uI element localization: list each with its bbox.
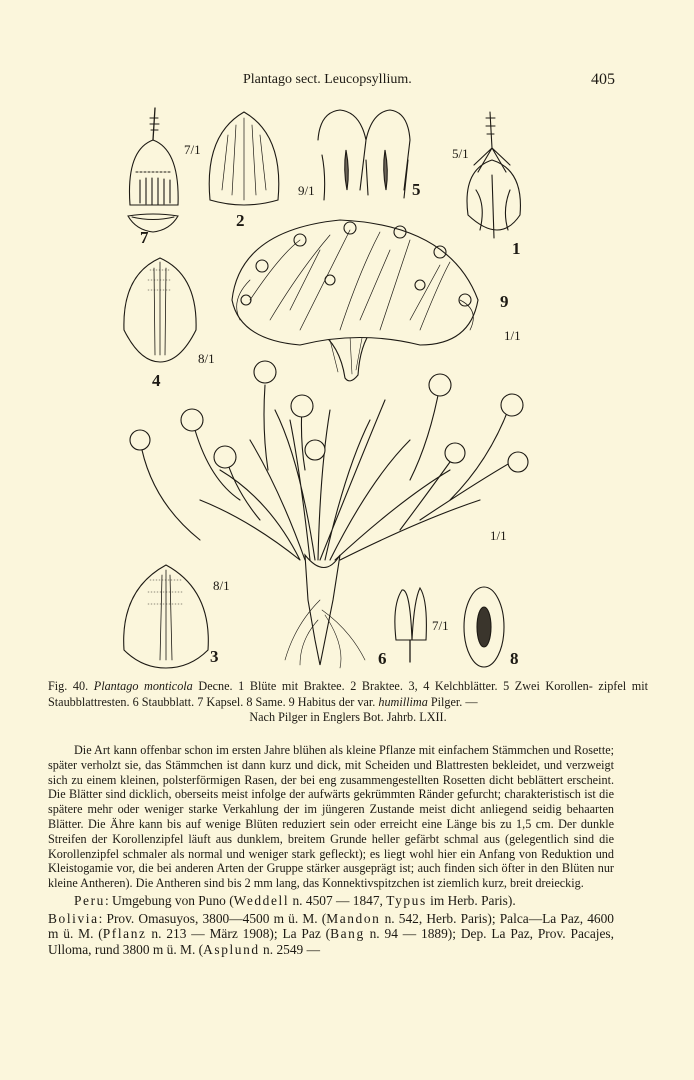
caption-line1: Decne. 1 Blüte mit Braktee. 2 Braktee. 3, 4 Kelchblätter. 5 Zwei Korollen-	[198, 679, 593, 693]
page-number: 405	[591, 71, 615, 88]
country-bolivia: Bolivia	[48, 910, 99, 926]
fig-scale-5-1: 5/1	[452, 146, 469, 161]
fig-label-6: 6	[378, 649, 387, 668]
collector-mandon: Mandon	[326, 910, 381, 926]
caption-line2: zipfel mit Staubblattresten. 6 Staubblatt. 7 Kapsel. 8 Same. 9 Habitus der var.	[48, 679, 649, 709]
fig-label-1: 1	[512, 239, 521, 258]
country-peru: Peru	[74, 892, 105, 908]
fig-label-2: 2	[236, 211, 245, 230]
caption-source: Nach Pilger in Englers Bot. Jahrb. LXII.	[249, 710, 447, 724]
fig-scale-7-1-b: 7/1	[432, 618, 449, 633]
collector-asplund: Asplund	[203, 941, 260, 957]
bolivia-text-d: n. 94 — 1889); Dep. La Paz, Prov. Pacajes, Ulloma, rund 3800 m ü. M. (	[48, 926, 614, 957]
fig-bract	[209, 112, 279, 230]
caption-line2-end: Pilger. —	[430, 694, 478, 709]
fig-label-7: 7	[140, 228, 149, 247]
fig-label-3: 3	[210, 647, 219, 666]
fig-calyx-lobe-4	[124, 258, 215, 390]
collector-bang: Bang	[330, 926, 365, 942]
fig-label-4: 4	[152, 371, 161, 390]
fig-scale-1-1-main: 1/1	[490, 528, 507, 543]
typus-label: Typus	[386, 892, 427, 908]
fig-flower	[452, 112, 521, 258]
fig-label-9: 9	[500, 292, 509, 311]
fig-scale-9-1: 9/1	[298, 183, 315, 198]
fig-scale-1-1: 1/1	[504, 328, 521, 343]
fig-scale-8-1: 8/1	[198, 351, 215, 366]
fig-label-8: 8	[510, 649, 519, 668]
body-text	[48, 743, 614, 957]
bolivia-text-c: n. 213 — März 1908); La Paz (	[146, 926, 331, 942]
collector-pflanz: Pflanz	[102, 926, 147, 942]
bolivia-text-e: n. 2549 —	[259, 941, 320, 957]
fig-calyx-lobe-3	[124, 565, 230, 668]
peru-text-c: im Herb. Paris).	[426, 892, 516, 908]
fig-capsule	[128, 108, 201, 247]
botanical-plate	[0, 95, 694, 675]
fig-cushion-habit	[232, 220, 521, 381]
fig-stamen	[378, 588, 449, 668]
peru-text-a: : Umgebung von Puno (	[104, 892, 234, 908]
caption-species: Plantago monticola	[93, 679, 193, 693]
bolivia-text-b: n. 542, Herb. Paris); Palca—La Paz, 4600 m ü. M. (	[48, 910, 614, 942]
locality-peru	[48, 893, 614, 909]
fig-label-5: 5	[412, 180, 421, 199]
fig-scale-7-1: 7/1	[184, 142, 201, 157]
figure-caption	[48, 679, 648, 726]
fig-seed	[464, 587, 519, 668]
running-title: Plantago sect. Leucopsyllium.	[243, 72, 412, 87]
caption-var: humillima	[378, 694, 428, 709]
collector-weddell: Weddell	[233, 892, 290, 908]
description-paragraph: Die Art kann offenbar schon im ersten Jahre blühen als kleine Pflanze mit einfachem Stämmchen und Rosette; später verholzt sie, das Stämmchen ist dann kurz und dick, mit Scheiden und Blattresten bekleidet, und verzweigt sich zu einem kleinen, polsterförmigen Rasen, der bei eng zusammengestellten Rosetten dicht beblättert erscheint. Die Blätter sind dicklich, oberseits meist infolge der aufwärts gekrümmten Ränder gefurcht; charakteristisch ist die spätere mehr oder weniger starke Verkahlung der im jüngeren Zustande meist dicht anliegend seidig behaarten Blätter. Die Ähre kann bis auf wenige Blüten reduziert sein oder erreicht eine Länge bis zu 1,5 cm. Der dunkle Streifen der Korollenzipfel läuft aus dunklem, breitem Grunde heller gefärbt schmal aus (gelegentlich sind die Korollenzipfel schmaler als normal und weniger stark gefleckt); es liegt wohl hier ein Anfang von Reduktion und Kleistogamie vor, die bei anderen Arten der Gruppe stärker ausgeprägt ist; auch finden sich öfter in den Blüten nur kleine Antheren). Die Antheren sind bis 2 mm lang, das Konnektivspitzchen ist ziemlich kurz, breit dreieckig.	[48, 743, 614, 891]
bolivia-text-a: : Prov. Omasuyos, 3800—4500 m ü. M. (	[98, 910, 327, 926]
caption-fig: Fig. 40.	[48, 679, 89, 693]
peru-text-b: n. 4507 — 1847,	[289, 892, 387, 908]
fig-scale-8-1-b: 8/1	[213, 578, 230, 593]
locality-bolivia	[48, 911, 614, 958]
fig-corolla-lobes	[298, 110, 421, 200]
